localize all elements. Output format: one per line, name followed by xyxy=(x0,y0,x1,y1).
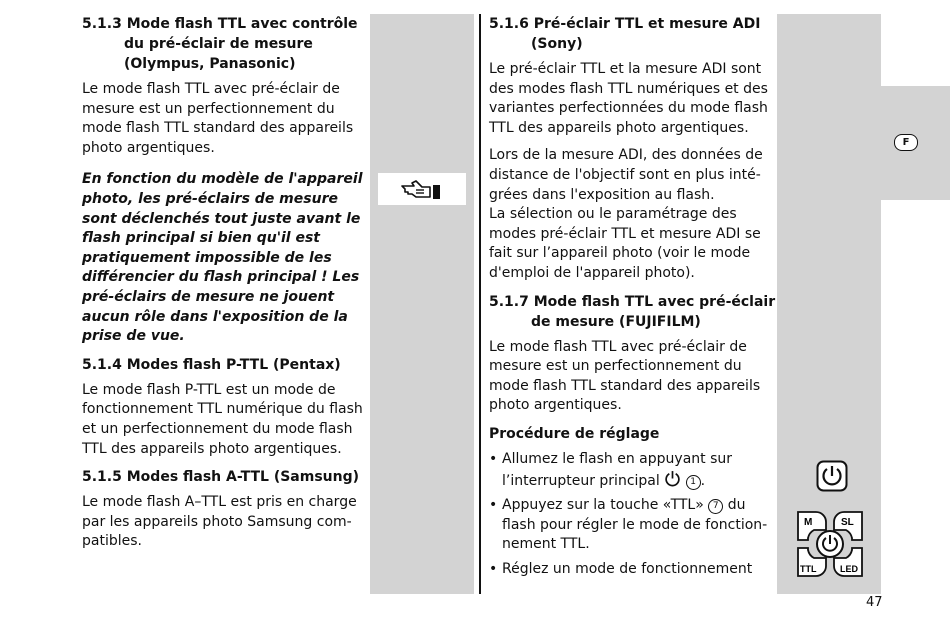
section-body-5-1-6-c: La sélection ou le paramétrage des modes pré-éclair TTL et mesure ADI se fait sur l’appareil photo (voir le mode d'emploi de l'appareil photo). xyxy=(489,206,761,281)
section-heading-5-1-6: 5.1.6 Pré-éclair TTL et mesure ADI (Sony) xyxy=(489,16,761,52)
left-margin-band xyxy=(370,14,474,594)
procedure-steps xyxy=(489,450,777,580)
list-item: • Appuyez sur la touche «TTL» 7 du flash pour régler le mode de fonctionnement TTL. xyxy=(489,497,768,553)
note-box xyxy=(378,173,466,205)
section-heading-5-1-3: 5.1.3 Mode flash TTL avec contrôle du pré-éclair de mesure (Olympus, Panasonic) xyxy=(82,16,358,72)
section-heading-5-1-7: 5.1.7 Mode flash TTL avec pré-éclair de mesure (FUJIFILM) xyxy=(489,293,776,330)
power-icon xyxy=(664,470,681,487)
list-item: • Réglez un mode de fonctionnement xyxy=(489,560,777,580)
list-item: • Allumez le flash en appuyant sur l’interrupteur principal 1 . xyxy=(489,450,733,489)
page-number: 47 xyxy=(866,595,883,610)
language-badge: F xyxy=(894,134,918,151)
procedure-heading: Procédure de réglage xyxy=(489,425,660,442)
section-body-5-1-5: Le mode flash A–TTL est pris en charge par les appareils photo Samsung compatibles. xyxy=(82,494,357,550)
power-button-icon xyxy=(816,460,848,492)
reference-number-7: 7 xyxy=(708,499,723,514)
section-body-5-1-7: Le mode flash TTL avec pré-éclair de mesure est un perfectionnement du mode flash TTL standard des appareils photo argentiques. xyxy=(489,338,761,414)
pad-label-led: LED xyxy=(840,564,858,574)
bullet: • xyxy=(489,497,498,514)
important-note-text: En fonction du modèle de l'appareil photo, les pré-éclairs de mesure sont déclenchés tout juste avant le flash principal si bien qu'il est pratiquement impossible de les différencier du flash principal ! Les pré-éclairs de mesure ne jouent aucun rôle dans l'exposition de la prise de vue. xyxy=(82,171,363,345)
section-body-5-1-6-b: Lors de la mesure ADI, des données de distance de l'objectif sont en plus intégrées dans l'exposition au flash. xyxy=(489,147,763,203)
section-body-5-1-4: Le mode flash P-TTL est un mode de fonctionnement TTL numérique du flash et un perfectionnement du mode flash TTL des appareils photo argentiques. xyxy=(82,381,363,457)
reference-number-1: 1 xyxy=(686,475,701,490)
pad-label-ttl: TTL xyxy=(800,564,817,574)
right-margin-band xyxy=(777,14,881,594)
pointing-hand-note-icon xyxy=(400,177,444,201)
right-column xyxy=(489,14,777,584)
pad-label-m: M xyxy=(804,517,813,528)
bullet: • xyxy=(489,560,498,577)
section-body-5-1-3: Le mode flash TTL avec pré-éclair de mesure est un perfectionnement du mode flash TTL standard des appareils photo argentiques. xyxy=(82,81,354,156)
section-heading-5-1-4: 5.1.4 Modes flash P-TTL (Pentax) xyxy=(82,356,341,373)
left-column xyxy=(82,14,368,560)
control-pad-icon xyxy=(794,508,866,580)
bullet: • xyxy=(489,450,498,467)
section-body-5-1-6-a: Le pré-éclair TTL et la mesure ADI sont des modes flash TTL numériques et des variantes perfectionnées du mode flash TTL des appareils photo argentiques. xyxy=(489,61,768,136)
pad-label-sl: SL xyxy=(841,517,854,528)
section-heading-5-1-5: 5.1.5 Modes flash A-TTL (Samsung) xyxy=(82,469,360,486)
column-divider xyxy=(479,14,481,594)
